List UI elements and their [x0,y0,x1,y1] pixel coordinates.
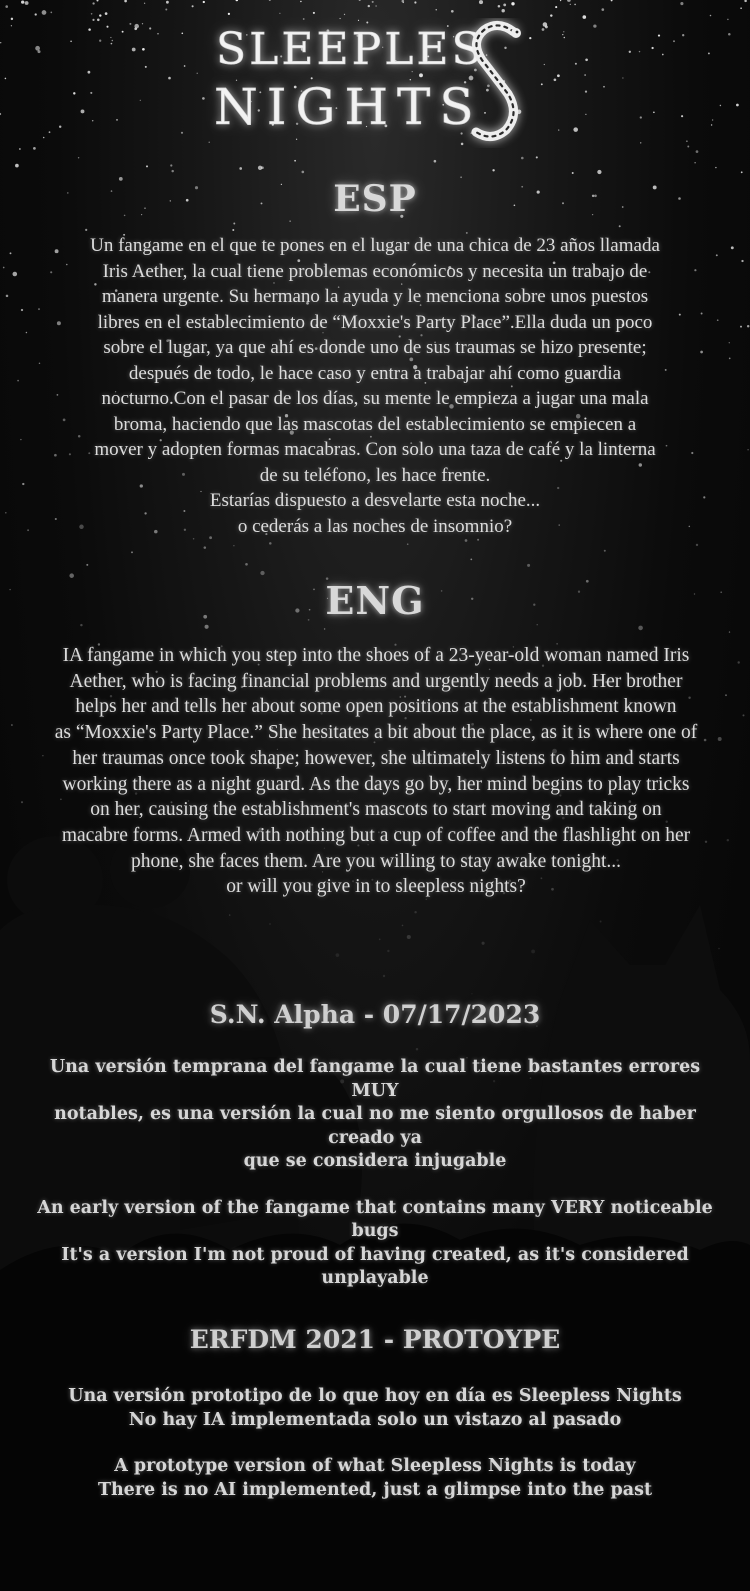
esp-line: Un fangame en el que te pones en el lugar de una chica de 23 años llamada [90,235,660,256]
eng-line: macabre forms. Armed with nothing but a cup of coffee and the flashlight on her [61,824,691,846]
esp-line: Estarías dispuesto a desvelarte esta noche... [209,490,541,511]
esp-line: después de todo, le hace caso y entra a trabajar ahí como guardia [128,362,622,384]
logo-serpent-s-icon [462,18,532,148]
logo-text-nights: NIGHTS [214,78,483,136]
alpha-eng-line: An early version of the fangame that contains many VERY noticeable bugs [37,1197,713,1241]
alpha-eng-line: unplayable [321,1268,429,1288]
spacer [30,1174,720,1197]
eng-line: on her, causing the establishment's mascots to start moving and taking on [90,799,662,821]
alpha-eng-line: It's a version I'm not proud of having created, as it's considered [61,1244,689,1265]
eng-section-title: ENG [325,578,425,623]
esp-line: sobre el lugar, ya que ahí es donde uno de sus traumas se hizo presente; [103,337,647,358]
esp-line: de su teléfono, les hace frente. [259,464,491,486]
alpha-release-title: S.N. Alpha - 07/17/2023 [209,1000,541,1029]
game-logo [200,18,540,148]
eng-line: phone, she faces them. Are you willing to stay awake tonight... [130,850,622,872]
alpha-esp-line: que se considera injugable [243,1151,507,1171]
spacer [30,1432,720,1455]
prototype-release-title: ERFDM 2021 - PROTOYPE [189,1325,561,1354]
eng-line: Aether, who is facing financial problems and urgently needs a job. Her brother [69,670,683,692]
eng-line: her traumas once took shape; however, she ultimately listens to him and starts [72,747,680,769]
prototype-esp-line: No hay IA implementada solo un vistazo al pasado [128,1409,622,1430]
eng-line: or will you give in to sleepless nights? [226,876,526,898]
esp-description [52,233,698,539]
prototype-eng-line: There is no AI implemented, just a glimpse into the past [97,1479,653,1500]
esp-line: Iris Aether, la cual tiene problemas económicos y necesita un trabajo de [102,260,648,282]
eng-description [26,643,726,900]
eng-line: as “Moxxie's Party Place.” She hesitates a bit about the place, as it is where one of [54,722,698,744]
alpha-esp-line: notables, es una versión la cual no me siento orgullosos de haber creado ya [54,1104,696,1148]
esp-section-title: ESP [333,178,417,220]
esp-line: broma, haciendo que las mascotas del establecimiento se empiecen a [113,413,637,435]
eng-line: helps her and tells her about some open positions at the establishment known [75,696,677,718]
esp-line: mover y adopten formas macabras. Con solo una taza de café y la linterna [94,439,656,460]
alpha-release-notes [30,1056,720,1291]
alpha-esp-line: Una versión temprana del fangame la cual tiene bastantes errores MUY [49,1057,701,1101]
prototype-esp-line: Una versión prototipo de lo que hoy en día es Sleepless Nights [68,1386,682,1406]
logo-text-sleeples: SLEEPLES [216,24,485,75]
esp-line: o cederás a las noches de insomnio? [237,515,513,537]
prototype-release-notes [30,1385,720,1502]
esp-line: manera urgente. Su hermano la ayuda y le menciona sobre unos puestos [101,286,649,307]
eng-line: IA fangame in which you step into the shoes of a 23-year-old woman named Iris [62,645,690,666]
eng-line: working there as a night guard. As the days go by, her mind begins to play tricks [62,773,690,795]
esp-line: nocturno.Con el pasar de los días, su mente le empieza a jugar una mala [101,388,649,409]
esp-line: libres en el establecimiento de “Moxxie's Party Place”.Ella duda un poco [97,311,653,333]
prototype-eng-line: A prototype version of what Sleepless Nights is today [114,1456,636,1476]
